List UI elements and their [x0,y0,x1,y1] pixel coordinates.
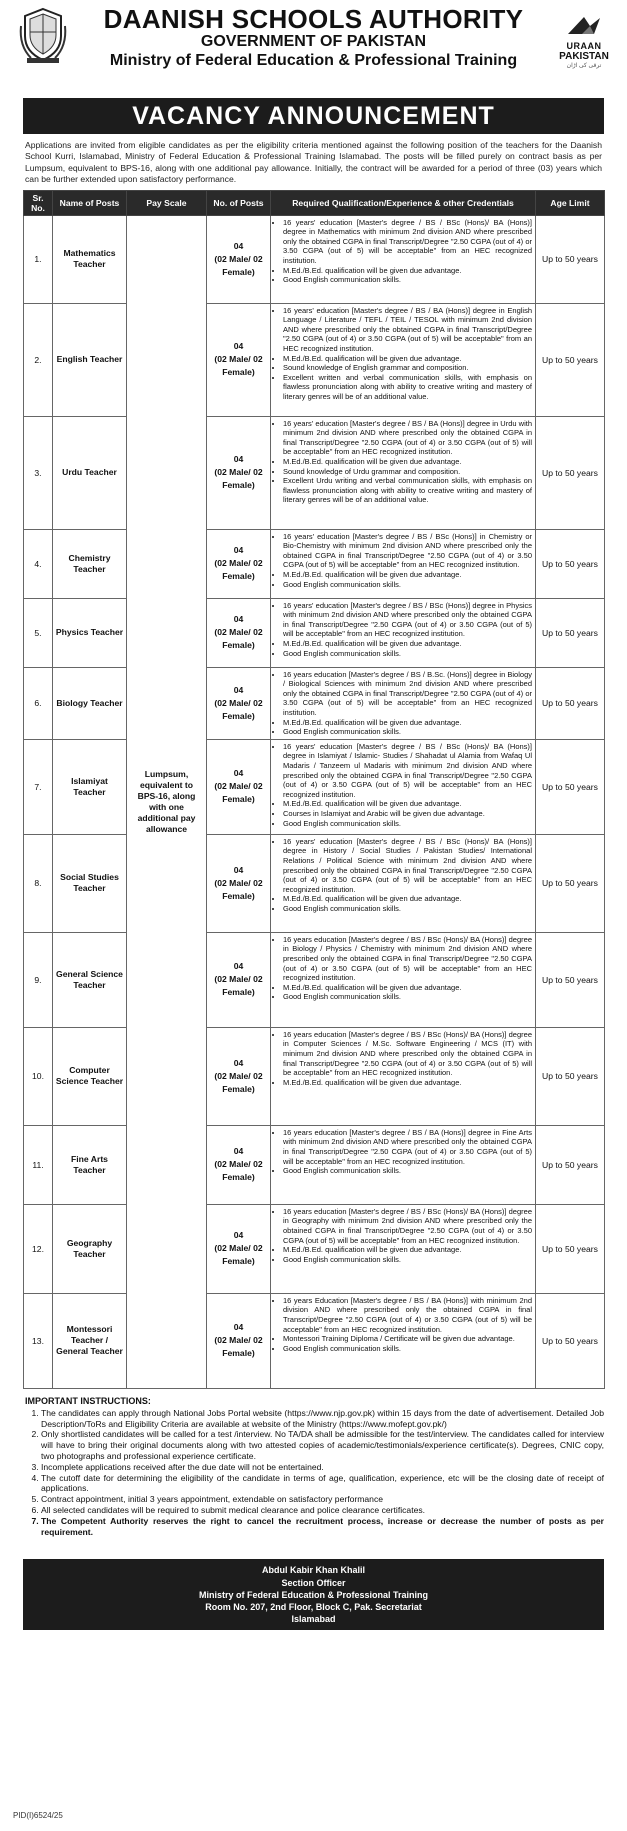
qualification-item: • M.Ed./B.Ed. qualification will be given due advantage. [283,266,532,276]
row-post-name: Computer Science Teacher [53,1027,127,1125]
qualification-item: • M.Ed./B.Ed. qualification will be given due advantage. [283,1078,532,1088]
posts-breakdown: (02 Male/ 02 Female) [214,627,263,651]
important-instructions [25,1396,604,1538]
qualification-item: • 16 years Education [Master's degree / BS / BA (Hons)] with minimum 2nd division AND where prescribed only the obtained CGPA in final Transcript/Degree "2.50 CGPA (out of 4) or 3.50 CGPA (out of 5) will be acceptable" from an HEC recognized institution. [283,1296,532,1334]
qualification-item: • M.Ed./B.Ed. qualification will be given due advantage. [283,354,532,364]
posts-count: 04 [233,864,244,875]
table-row [24,834,605,932]
row-sr-no: 11. [24,1125,53,1204]
instruction-item: 6. All selected candidates will be required to submit medical clearance and police clearance certificates. [41,1505,604,1516]
vacancy-table [23,190,605,1389]
qualification-item: • 16 years education [Master's degree / BS / BSc (Hons)/ BA (Hons)] degree in Biology / Physics / Chemistry with minimum 2nd division AND where prescribed only the obtained CGPA in final Transcript/Degree "2.50 CGPA (out of 4) or 3.50 CGPA (out of 5) will be acceptable" from an HEC recognized institution. [283,935,532,983]
posts-breakdown: (02 Male/ 02 Female) [214,974,263,998]
qualification-list [275,601,532,659]
row-qualification [271,598,536,667]
instructions-title: IMPORTANT INSTRUCTIONS: [25,1395,151,1406]
qualification-item: • M.Ed./B.Ed. qualification will be given due advantage. [283,718,532,728]
qualification-item: • M.Ed./B.Ed. qualification will be given due advantage. [283,639,532,649]
row-no-of-posts [207,1204,271,1293]
row-age-limit: Up to 50 years [536,416,605,529]
row-sr-no: 10. [24,1027,53,1125]
row-age-limit: Up to 50 years [536,932,605,1027]
row-sr-no: 9. [24,932,53,1027]
instruction-item: 3. Incomplete applications received after the due date will not be entertained. [41,1462,604,1473]
qualification-item: • Good English communication skills. [283,649,532,659]
qualification-list [275,670,532,737]
row-post-name: Fine Arts Teacher [53,1125,127,1204]
posts-count: 04 [233,1057,244,1068]
row-post-name: Urdu Teacher [53,416,127,529]
row-qualification [271,1125,536,1204]
qualification-item: • M.Ed./B.Ed. qualification will be given due advantage. [283,457,532,467]
table-row [24,739,605,834]
table-row [24,416,605,529]
government-subtitle: GOVERNMENT OF PAKISTAN [200,33,427,50]
row-post-name: Islamiyat Teacher [53,739,127,834]
qualification-item: • Good English communication skills. [283,992,532,1002]
qualification-item: • M.Ed./B.Ed. qualification will be given due advantage. [283,894,532,904]
posts-breakdown: (02 Male/ 02 Female) [214,558,263,582]
qualification-item: • 16 years education [Master's degree / BS / BA (Hons)] degree in Fine Arts with minimum 2nd division AND where prescribed only the obtained CGPA in final Transcript/Degree "2.50 CGPA (out of 4) or 3.50 CGPA (out of 5) will be acceptable" from an HEC recognized institution. [283,1128,532,1166]
posts-breakdown: (02 Male/ 02 Female) [214,253,263,277]
qualification-item: • M.Ed./B.Ed. qualification will be given due advantage. [283,1245,532,1255]
qualification-item: • 16 years' education [Master's degree / BS / BA (Hons)] degree in Urdu with minimum 2nd division AND where prescribed only the obtained CGPA in final Transcript/Degree "2.50 CGPA (out of 4) or 3.50 CGPA (out of 5) will be acceptable" from an HEC recognized institution. [283,419,532,457]
qualification-item: • 16 years education [Master's degree / BS / BSc (Hons)/ BA (Hons)] degree in Geography with minimum 2nd division AND where prescribed only the obtained CGPA in final Transcript/Degree "2.50 CGPA (out of 4) or 3.50 CGPA (out of 5) will be acceptable" from an HEC recognized institution. [283,1207,532,1245]
row-qualification [271,303,536,416]
table-row [24,598,605,667]
qualification-item: • Courses in Islamiyat and Arabic will be given due advantage. [283,809,532,819]
qualification-list [275,218,532,285]
row-no-of-posts [207,529,271,598]
qualification-list [275,532,532,590]
qualification-item: • 16 years' education [Master's degree / BS / BSc (Hons)/ BA (Hons)] degree in Mathematics with minimum 2nd division AND where prescribed only the obtained CGPA in final Transcript/Degree "2.50 CGPA (out of 4) or 3.50 CGPA (out of 5) will be acceptable" from an HEC recognized institution. [283,218,532,266]
row-qualification [271,1027,536,1125]
row-sr-no: 8. [24,834,53,932]
posts-breakdown: (02 Male/ 02 Female) [214,467,263,491]
row-no-of-posts [207,932,271,1027]
qualification-item: • Excellent Urdu writing and verbal communication skills, with emphasis on flawless pronunciation along with ability to creative writing and mastery of literary genres will be of an additional value. [283,476,532,505]
uraan-pakistan-logo [552,14,616,74]
posts-count: 04 [233,341,244,352]
government-emblem-icon [17,6,69,64]
posts-count: 04 [233,1146,244,1157]
qualification-item: • M.Ed./B.Ed. qualification will be given due advantage. [283,983,532,993]
posts-breakdown: (02 Male/ 02 Female) [214,697,263,721]
table-row [24,1293,605,1388]
row-sr-no: 2. [24,303,53,416]
table-row [24,215,605,303]
qualification-item: • Good English communication skills. [283,904,532,914]
header-no-of-posts: No. of Posts [207,190,271,215]
qualification-list [275,1296,532,1354]
qualification-item: • M.Ed./B.Ed. qualification will be given due advantage. [283,570,532,580]
signatory-name: Abdul Kabir Khan Khalil [261,1565,365,1576]
posts-count: 04 [233,768,244,779]
table-row [24,932,605,1027]
row-sr-no: 7. [24,739,53,834]
header-name-of-posts: Name of Posts [53,190,127,215]
row-qualification [271,834,536,932]
qualification-item: • Good English communication skills. [283,275,532,285]
row-post-name: General Science Teacher [53,932,127,1027]
row-age-limit: Up to 50 years [536,739,605,834]
authority-title: DAANISH SCHOOLS AUTHORITY [103,4,524,34]
row-no-of-posts [207,667,271,739]
qualification-item: • Good English communication skills. [283,819,532,829]
uraan-logo-line3: ترقی کی اڑان [566,63,602,69]
qualification-item: • 16 years' education [Master's degree / BS / BSc (Hons)] degree in Physics with minimum 2nd division AND where prescribed only the obtained CGPA in final Transcript/Degree "2.50 CGPA (out of 4) or 3.50 CGPA (out of 5) will be acceptable" from an HEC recognized institution. [283,601,532,639]
row-post-name: English Teacher [53,303,127,416]
instructions-list [25,1408,604,1538]
row-qualification [271,932,536,1027]
qualification-list [275,1207,532,1265]
qualification-item: • Good English communication skills. [283,1166,532,1176]
row-qualification [271,416,536,529]
posts-count: 04 [233,545,244,556]
instruction-item: 7. The Competent Authority reserves the right to cancel the recruitment process, increase or decrease the number of posts as per requirement. [41,1516,604,1538]
row-age-limit: Up to 50 years [536,1027,605,1125]
qualification-item: • 16 years education [Master's degree / BS / BSc (Hons)/ BA (Hons)] degree in Computer Sciences / M.Sc. Software Engineering / MCS (IT) with minimum 2nd division AND where prescribed only the obtained CGPA in final Transcript/Degree "2.50 CGPA (out of 4) or 3.50 CGPA (out of 5) will be acceptable" from an HEC recognized institution. [283,1030,532,1078]
intro-paragraph: Applications are invited from eligible candidates as per the eligibility criteria mentioned against the following position of the teachers for the Daanish School Kurri, Islamabad, Ministry of Federal Education & Professional Training Islamabad. The posts will be filled purely on contract basis as per Lumpsum, equivalent to BPS-16, along with one additional pay allowance. Initially, the contract will be awarded for a period of three (03) years which can be further extended upon satisfactory performance. [25,140,602,185]
row-qualification [271,739,536,834]
row-post-name: Montessori Teacher / General Teacher [53,1293,127,1388]
row-no-of-posts [207,1027,271,1125]
signatory-address: Room No. 207, 2nd Floor, Block C, Pak. Secretariat [205,1601,422,1612]
row-sr-no: 5. [24,598,53,667]
row-no-of-posts [207,598,271,667]
uraan-logo-line1: URAAN [566,41,602,51]
row-post-name: Biology Teacher [53,667,127,739]
row-no-of-posts [207,1293,271,1388]
row-age-limit: Up to 50 years [536,529,605,598]
signature-block [23,1559,604,1630]
row-no-of-posts [207,303,271,416]
instruction-item: 4. The cutoff date for determining the eligibility of the candidate in terms of age, qualification, experience, etc will be the closing date of receipt of applications. [41,1473,604,1495]
row-sr-no: 6. [24,667,53,739]
qualification-list [275,742,532,828]
qualification-item: • Good English communication skills. [283,1255,532,1265]
qualification-item: • Good English communication skills. [283,1344,532,1354]
table-row [24,667,605,739]
header-sr-no: Sr. No. [24,190,53,215]
row-age-limit: Up to 50 years [536,303,605,416]
qualification-item: • Good English communication skills. [283,727,532,737]
instruction-item: 5. Contract appointment, initial 3 years appointment, extendable on satisfactory performance [41,1494,604,1505]
row-sr-no: 12. [24,1204,53,1293]
posts-count: 04 [233,1230,244,1241]
table-row [24,1027,605,1125]
row-age-limit: Up to 50 years [536,1204,605,1293]
posts-breakdown: (02 Male/ 02 Female) [214,1070,263,1094]
row-qualification [271,1293,536,1388]
pay-scale-cell: Lumpsum, equivalent to BPS-16, along with one additional pay allowance [127,215,207,1388]
row-sr-no: 3. [24,416,53,529]
instruction-item: 1. The candidates can apply through National Jobs Portal website (https://www.njp.gov.pk) within 15 days from the date of advertisement. Detailed Job Description/ToRs and Eligibility Criteria are available at website of the Ministry (https://www.mofept.gov.pk/) [41,1408,604,1430]
row-sr-no: 1. [24,215,53,303]
qualification-item: • 16 years' education [Master's degree / BS / BA (Hons)] degree in English Language / Literature / TEFL / TEIL / TESOL with minimum 2nd division AND where prescribed only the obtained CGPA in final Transcript/Degree "2.50 CGPA (out of 4) or 3.50 CGPA (out of 5) will be acceptable" from an HEC recognized institution. [283,306,532,354]
signatory-city: Islamabad [291,1614,336,1625]
row-no-of-posts [207,739,271,834]
row-qualification [271,667,536,739]
table-row [24,529,605,598]
qualification-item: • 16 years' education [Master's degree / BS / BSc (Hons)/ BA (Hons)] degree in Islamiyat / Islamic- Studies / Shahadat ul Alamia from Wafaq Ul Madaris / Tanzeem ul Madaris with minimum 2nd division AND where prescribed only the obtained CGPA in final Transcript/Degree "2.50 CGPA (out of 4) or 3.50 CGPA (out of 5) will be acceptable" from an HEC recognized institution. [283,742,532,800]
header-age-limit: Age Limit [536,190,605,215]
table-row [24,303,605,416]
row-qualification [271,1204,536,1293]
qualification-list [275,935,532,1002]
qualification-item: • Good English communication skills. [283,580,532,590]
posts-count: 04 [233,961,244,972]
qualification-list [275,1128,532,1176]
row-post-name: Geography Teacher [53,1204,127,1293]
row-qualification [271,529,536,598]
posts-count: 04 [233,614,244,625]
page [3,0,624,1831]
pid-number: PID(I)6524/25 [13,1811,63,1820]
posts-breakdown: (02 Male/ 02 Female) [214,1159,263,1183]
signatory-designation: Section Officer [281,1577,346,1588]
posts-breakdown: (02 Male/ 02 Female) [214,877,263,901]
posts-count: 04 [233,240,244,251]
table-row [24,1125,605,1204]
ministry-subtitle: Ministry of Federal Education & Professional Training [109,52,518,69]
row-post-name: Social Studies Teacher [53,834,127,932]
row-sr-no: 13. [24,1293,53,1388]
header-qualification: Required Qualification/Experience & other Credentials [271,190,536,215]
posts-breakdown: (02 Male/ 02 Female) [214,1243,263,1267]
posts-breakdown: (02 Male/ 02 Female) [214,781,263,805]
header [3,0,624,96]
table-row [24,1204,605,1293]
qualification-item: • 16 years education [Master's degree / BS / B.Sc. (Hons)] degree in Biology / Biological Sciences with minimum 2nd division AND where prescribed only the obtained CGPA in final Transcript/Degree "2.50 CGPA (out of 4) or 3.50 CGPA (out of 5) will be acceptable" from an HEC recognized institution. [283,670,532,718]
row-no-of-posts [207,834,271,932]
qualification-list [275,837,532,914]
qualification-item: • 16 years' education [Master's degree / BS / BSc (Hons)] in Chemistry or Bio-Chemistry with minimum 2nd division AND where prescribed only the obtained CGPA in final Transcript/Degree "2.50 CGPA (out of 4) or 3.50 CGPA (out of 5) will be acceptable" from an HEC recognized institution. [283,532,532,570]
qualification-list [275,419,532,505]
qualification-item: • Sound knowledge of Urdu grammar and composition. [283,467,532,477]
table-header-row [24,190,605,215]
row-post-name: Physics Teacher [53,598,127,667]
row-post-name: Mathematics Teacher [53,215,127,303]
vacancy-banner: VACANCY ANNOUNCEMENT [23,98,604,134]
row-age-limit: Up to 50 years [536,834,605,932]
posts-count: 04 [233,1322,244,1333]
signatory-ministry: Ministry of Federal Education & Professional Training [198,1589,429,1600]
uraan-logo-icon [564,14,604,36]
row-age-limit: Up to 50 years [536,667,605,739]
row-age-limit: Up to 50 years [536,1125,605,1204]
row-age-limit: Up to 50 years [536,215,605,303]
qualification-list [275,1030,532,1088]
row-age-limit: Up to 50 years [536,1293,605,1388]
row-sr-no: 4. [24,529,53,598]
qualification-item: • 16 years' education [Master's degree / BS / BSc (Hons)/ BA (Hons)] degree in History / Social Studies / Pakistan Studies/ International Relations / Political Science with minimum 2nd division AND where prescribed only the obtained CGPA in final Transcript/Degree "2.50 CGPA (out of 4) or 3.50 CGPA (out of 5) will be acceptable" from an HEC recognized institution. [283,837,532,895]
uraan-logo-line2: PAKISTAN [559,51,609,62]
instruction-item: 2. Only shortlisted candidates will be called for a test /interview. No TA/DA shall be admissible for the test/interview. The candidates called for interview will have to bring their original documents along with two attested copies of academic/testimonials/experience certificate(s). Degrees, CNIC copy, two photographs and professional experience certificate. [41,1429,604,1461]
posts-breakdown: (02 Male/ 02 Female) [214,1335,263,1359]
qualification-item: • Excellent written and verbal communication skills, with emphasis on flawless pronunciation along with ability to creative writing and mastery of literary genres will be of an additional value. [283,373,532,402]
header-pay-scale: Pay Scale [127,190,207,215]
posts-breakdown: (02 Male/ 02 Female) [214,354,263,378]
posts-count: 04 [233,684,244,695]
row-no-of-posts [207,1125,271,1204]
qualification-item: • Sound knowledge of English grammar and composition. [283,363,532,373]
qualification-item: • M.Ed./B.Ed. qualification will be given due advantage. [283,799,532,809]
qualification-item: • Montessori Training Diploma / Certificate will be given due advantage. [283,1334,532,1344]
posts-count: 04 [233,454,244,465]
table-body [24,215,605,1388]
row-age-limit: Up to 50 years [536,598,605,667]
row-no-of-posts [207,215,271,303]
qualification-list [275,306,532,402]
row-no-of-posts [207,416,271,529]
row-qualification [271,215,536,303]
row-post-name: Chemistry Teacher [53,529,127,598]
